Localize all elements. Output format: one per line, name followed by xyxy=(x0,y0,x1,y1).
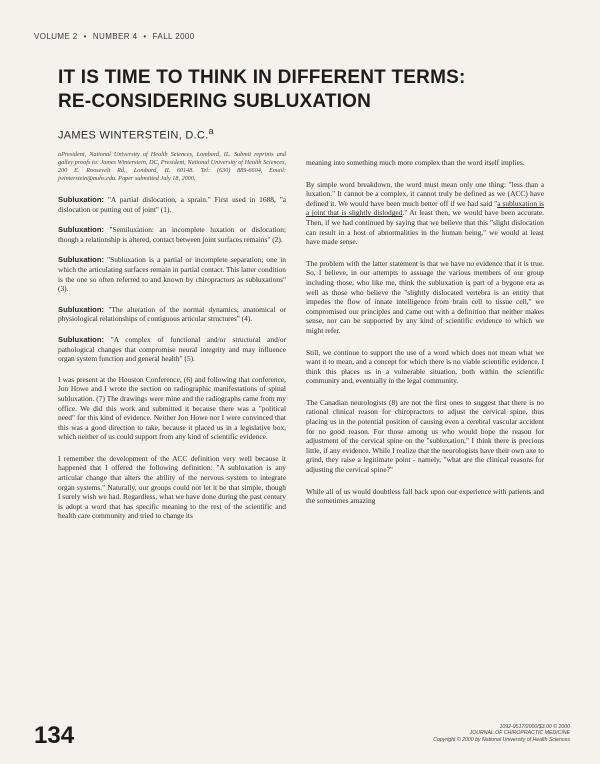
footer-line-1: 1092-9517/2000/$3.00 © 2000 xyxy=(499,724,570,730)
paragraph-text: While all of us would doubtless fall back upon our experience with patients and the sometimes amazing xyxy=(306,486,544,506)
underlined-phrase: a subluxation is a joint that is slightly dislodged xyxy=(306,198,544,218)
paragraph-text: I was present at the Houston Conference, (6) and following that conference, Jon Howe and I wrote the section on radiographic manifestations of spinal subluxation. (7) The drawings were mine and the radiographs came from my office. We did this work and submitted it because there was a "political need" for this kind of evidence. Neither Jon Howe nor I were convinced that this was a good direction to take, because it placed us in a legislative box, which neither of us could support from any kind of scientific evidence. xyxy=(58,374,286,442)
definition-term: Subluxation: xyxy=(58,195,104,204)
title-line-1: IT IS TIME TO THINK IN DIFFERENT TERMS: xyxy=(58,67,466,88)
paragraph-text: "Subluxation is a partial or incomplete separation; one in which the articulating surfaces remain in partial contact. This latter condition is the one so often referred to and known by chiropractors as subluxations" (3). xyxy=(58,255,286,294)
author-affiliation: aPresident, National University of Health Sciences, Lombard, IL. Submit reprints and galley proofs to: James Winterstein, DC, President, National University of Health Sciences, 200 E. Roosevelt Rd., Lombard, IL 60148. Tel: (630) 889-6604, Email: jwinterstein@nuhs.edu. Paper submitted July 18, 2000. xyxy=(58,151,286,182)
paragraph-text: "Semiluxation: an incomplete luxation or dislocation; though a relationship is altered, contact between joint surfaces remains" (2). xyxy=(58,225,286,244)
definition-term: Subluxation: xyxy=(58,255,104,265)
paragraph-text: meaning into something much more complex than the word itself implies. xyxy=(306,158,525,167)
definition-paragraph xyxy=(58,225,286,244)
paragraph-text: By simple word breakdown, the word must mean only one thing: "less than a luxation." It cannot be a complex, it cannot truly be defined as we (ACC) have defined it. We would have been much better off if we had said " xyxy=(306,179,544,208)
body-paragraph xyxy=(306,487,544,506)
left-column xyxy=(58,151,286,533)
title-line-2: RE-CONSIDERING SUBLUXATION xyxy=(58,91,372,112)
author-name: JAMES WINTERSTEIN, D.C. xyxy=(58,129,209,142)
journal-footer xyxy=(430,724,570,743)
paragraph-text: "A complex of functional and/or structural and/or pathological changes that compromise neural integrity and may influence organ system function and general health" (5). xyxy=(58,334,286,364)
body-paragraph xyxy=(58,375,286,442)
definition-term: Subluxation: xyxy=(58,334,104,344)
body-paragraph xyxy=(306,180,544,247)
definition-paragraph xyxy=(58,255,286,293)
number-label: NUMBER 4 xyxy=(92,32,138,41)
running-header: VOLUME 2 • NUMBER 4 • FALL 2000 xyxy=(34,32,195,41)
definition-term: Subluxation: xyxy=(58,304,104,314)
paragraph-text: "The alteration of the normal dynamics, anatomical or physiological relationships of contiguous articular structures" (4). xyxy=(58,304,286,324)
paragraph-text: The Canadian neurologists (8) are not the first ones to suggest that there is no rational clinical reason for chiropractors to adjust the cervical spine, thus placing us in the potential position of causing even a cerebral vascular accident for no good reason. For those among us who would hope the reason for adjustment of the cervical spine on the "subluxation," I think there is precious little, if any evidence. While I realize that the neurologists have their own axe to grind, they raise a legitimate point - namely, "what are the clinical reasons for adjusting the cervical spine?" xyxy=(306,397,544,475)
right-column-body xyxy=(306,158,544,506)
author-byline xyxy=(58,126,214,142)
definition-term: Subluxation: xyxy=(58,225,104,235)
body-paragraph xyxy=(306,398,544,475)
definition-paragraph xyxy=(58,195,286,214)
footer-line-2: JOURNAL OF CHIROPRACTIC MEDICINE xyxy=(469,730,570,737)
article-title xyxy=(58,66,558,114)
paragraph-text: Still, we continue to support the use of a word which does not mean what we want it to mean, and a concept for which there is no viable scientific evidence. I think this places us in a vulnerable situation, both within the scientific community and, eventually in the legal community. xyxy=(306,347,544,386)
right-column xyxy=(306,158,544,518)
body-paragraph xyxy=(306,348,544,386)
definition-paragraph xyxy=(58,335,286,364)
body-paragraph xyxy=(58,454,286,521)
paragraph-text: "A partial dislocation, a sprain." First used in 1688, "a dislocation or putting out of joint" (1). xyxy=(58,195,286,214)
paragraph-text: The problem with the latter statement is that we have no evidence that it is true. So, I believe, in our attempts to assuage the various members of our group including those, who like me, think the subluxation is part of a bygone era as well as those who believe the "slightly dislocated vertebra is an entity that impedes the flow of innate intelligence from brain cell to tissue cell," we compromised our principles and came out with a definition that neither makes sense, nor can be supported by any kind of scientific evidence to which we might refer. xyxy=(306,258,544,335)
footer-line-3: Copyright © 2000 by National University of Health Sciences xyxy=(433,736,570,743)
paragraph-text: ." At least then, we would have been accurate. Then, if we had continued by saying that we believe that this "slight dislocation can result in a host of abnormalities in the human being," we would at least have made sense. xyxy=(306,208,545,247)
volume-label: VOLUME 2 xyxy=(34,32,78,41)
page-number: 134 xyxy=(34,722,75,749)
body-paragraph xyxy=(306,259,544,336)
paragraph-text: I remember the development of the ACC definition very well because it happened that I offered the following definition: "A subluxation is any articular change that alters the ability of the nervous system to integrate organ systems." Naturally, our groups could not let it be that simple, though I surely wish we had. Regardless, what we have done during the past century is adopt a word that has specific meaning to the rest of the scientific and health care community and tried to change its xyxy=(58,453,286,521)
issue-label: FALL 2000 xyxy=(152,32,195,41)
definition-paragraph xyxy=(58,305,286,324)
body-paragraph xyxy=(306,158,544,168)
author-affiliation-mark: a xyxy=(208,126,214,136)
left-column-body xyxy=(58,195,286,521)
